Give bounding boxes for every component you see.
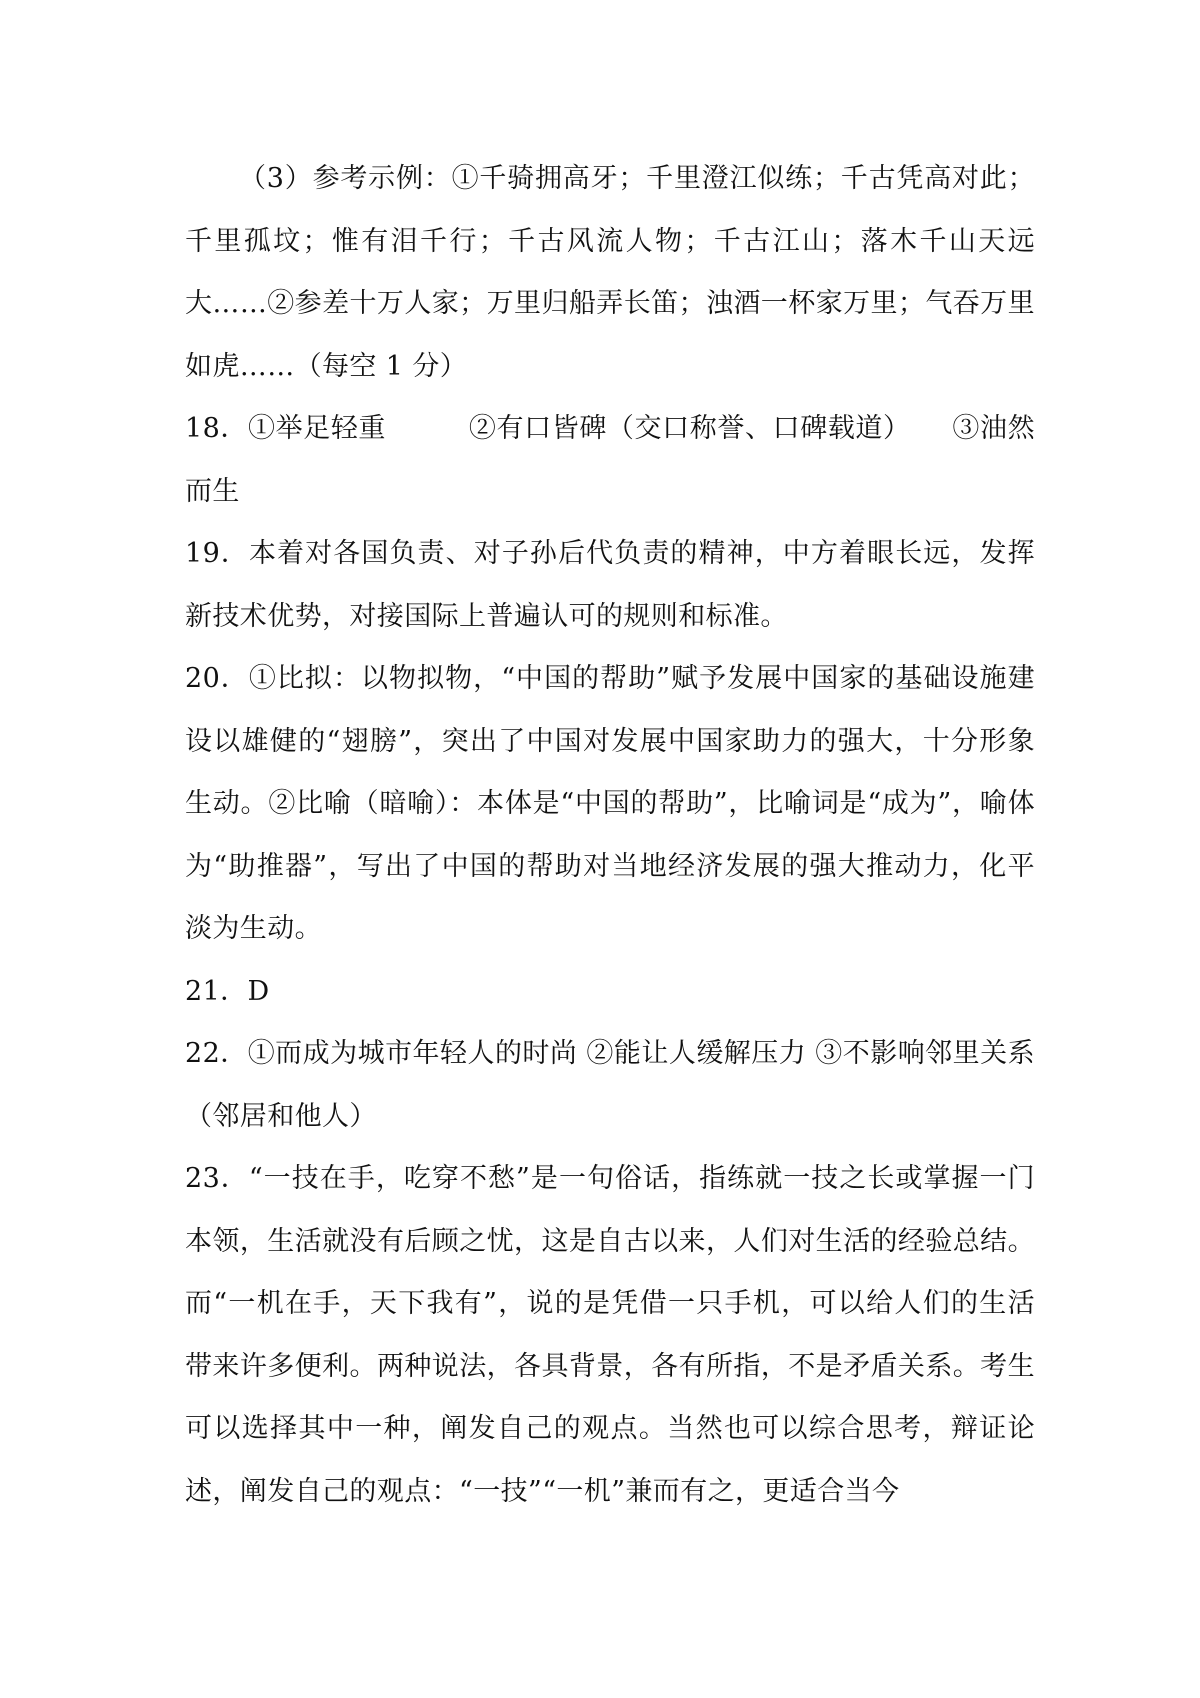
answer-22: 22．①而成为城市年轻人的时尚 ②能让人缓解压力 ③不影响邻里关系（邻居和他人） [185, 1038, 1035, 1132]
answer-21: 21．D [185, 975, 270, 1007]
answer-19: 19．本着对各国负责、对子孙后代负责的精神，中方着眼长远，发挥新技术优势，对接国际上普遍认可的规则和标准。 [185, 538, 1035, 632]
answer-17-part-3: （3）参考示例：①千骑拥高牙；千里澄江似练；千古凭高对此；千里孤坟；惟有泪千行；千古风流人物；千古江山；落木千山天远大……②参差十万人家；万里归船弄长笛；浊酒一杯家万里；气吞万里如虎……（每空 1 分） [185, 163, 1035, 382]
answer-key-body [185, 148, 1035, 1523]
answer-23: 23．“一技在手，吃穿不愁”是一句俗话，指练就一技之长或掌握一门本领，生活就没有后顾之忧，这是自古以来，人们对生活的经验总结。而“一机在手，天下我有”，说的是凭借一只手机，可以给人们的生活带来许多便利。两种说法，各具背景，各有所指，不是矛盾关系。考生可以选择其中一种，阐发自己的观点。当然也可以综合思考，辩证论述，阐发自己的观点：“一技”“一机”兼而有之，更适合当今 [185, 1163, 1035, 1507]
answer-20: 20．①比拟：以物拟物，“中国的帮助”赋予发展中国家的基础设施建设以雄健的“翅膀”，突出了中国对发展中国家助力的强大，十分形象生动。②比喻（暗喻）：本体是“中国的帮助”，比喻词是“成为”，喻体为“助推器”，写出了中国的帮助对当地经济发展的强大推动力，化平淡为生动。 [185, 663, 1035, 944]
answer-18: 18．①举足轻重 ②有口皆碑（交口称誉、口碑载道） ③油然而生 [185, 413, 1035, 507]
